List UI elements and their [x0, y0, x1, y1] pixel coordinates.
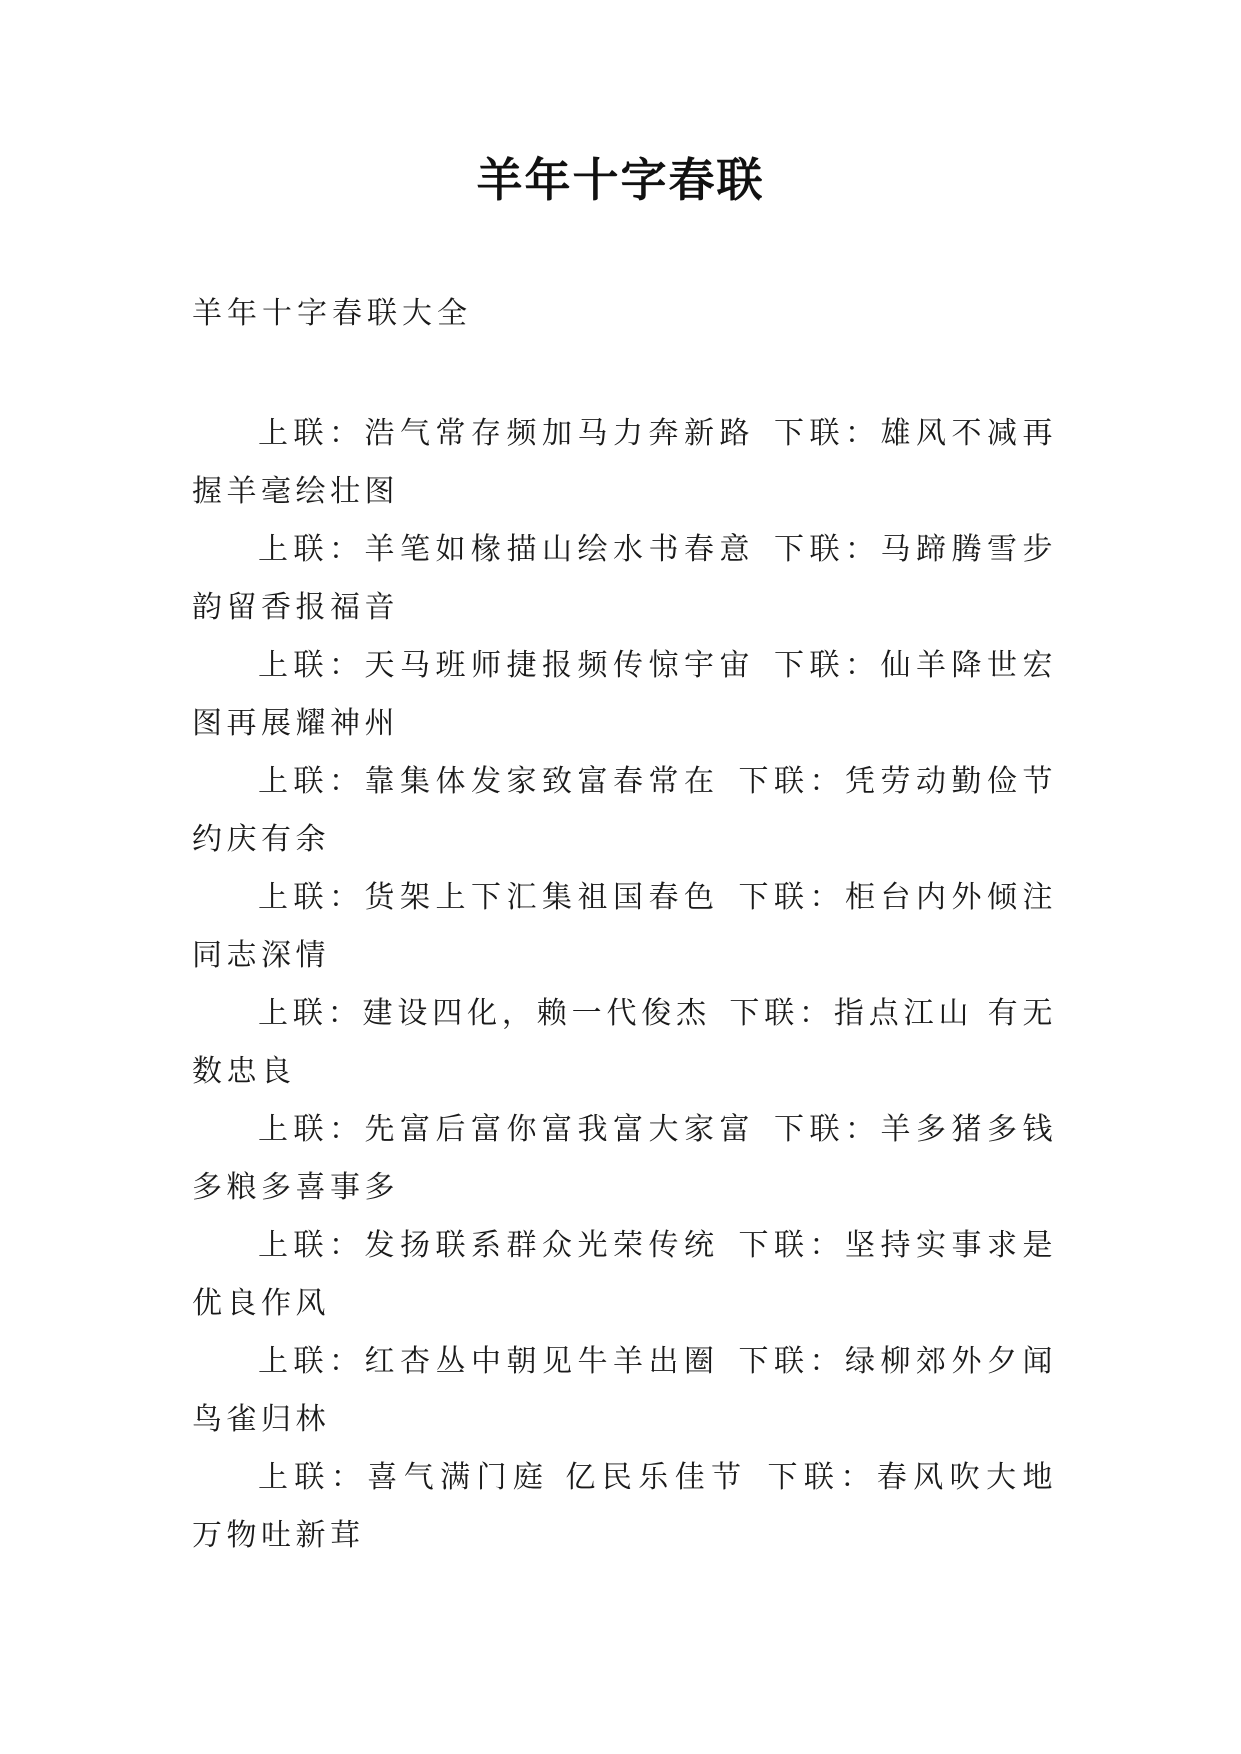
lower-line: 柜台内外倾注同志深情 [192, 880, 1057, 973]
lower-label: 下联： [729, 996, 834, 1031]
lower-label: 下联： [737, 1344, 845, 1379]
upper-label: 上联： [258, 1460, 368, 1495]
upper-label: 上联： [258, 1228, 365, 1263]
upper-label: 上联： [258, 764, 365, 799]
upper-line: 货架上下汇集祖国春色 [364, 880, 720, 915]
lower-line: 仙羊降世宏图再展耀神州 [192, 648, 1057, 741]
upper-label: 上联： [258, 532, 365, 567]
upper-label: 上联： [258, 648, 365, 683]
upper-line: 发扬联系群众光荣传统 [364, 1228, 720, 1263]
couplet-item [192, 869, 1057, 985]
couplet-item [192, 1101, 1057, 1217]
upper-line: 天马班师捷报频传惊宇宙 [364, 648, 755, 683]
upper-label: 上联： [258, 996, 363, 1031]
document-subtitle: 羊年十字春联大全 [192, 296, 472, 331]
lower-label: 下联： [737, 880, 845, 915]
upper-line: 喜气满门庭 亿民乐佳节 [367, 1460, 748, 1495]
lower-line: 坚持实事求是优良作风 [192, 1228, 1057, 1321]
lower-line: 指点江山 有无数忠良 [192, 996, 1058, 1089]
lower-label: 下联： [765, 1460, 877, 1495]
upper-label: 上联： [258, 880, 365, 915]
couplet-list [192, 405, 1057, 1565]
upper-label: 上联： [258, 1344, 365, 1379]
couplet-item [192, 985, 1057, 1101]
couplet-item [192, 1217, 1057, 1333]
lower-label: 下联： [737, 764, 845, 799]
lower-label: 下联： [773, 532, 881, 567]
lower-label: 下联： [773, 648, 881, 683]
couplet-item [192, 521, 1057, 637]
upper-line: 浩气常存频加马力奔新路 [364, 416, 755, 451]
lower-line: 羊多猪多钱多粮多喜事多 [192, 1112, 1057, 1205]
document-title: 羊年十字春联 [476, 153, 765, 207]
upper-line: 靠集体发家致富春常在 [364, 764, 720, 799]
upper-label: 上联： [258, 1112, 365, 1147]
couplet-item [192, 637, 1057, 753]
lower-line: 马蹄腾雪步韵留香报福音 [192, 532, 1057, 625]
upper-line: 建设四化，赖一代俊杰 [362, 996, 712, 1031]
lower-line: 雄风不减再握羊毫绘壮图 [192, 416, 1057, 509]
couplet-item [192, 1333, 1057, 1449]
lower-label: 下联： [737, 1228, 845, 1263]
lower-label: 下联： [773, 1112, 881, 1147]
couplet-item [192, 753, 1057, 869]
upper-line: 羊笔如椽描山绘水书春意 [364, 532, 755, 567]
couplet-item [192, 1449, 1057, 1565]
lower-label: 下联： [773, 416, 881, 451]
lower-line: 凭劳动勤俭节约庆有余 [192, 764, 1057, 857]
lower-line: 绿柳郊外夕闻鸟雀归林 [192, 1344, 1057, 1437]
upper-line: 红杏丛中朝见牛羊出圈 [364, 1344, 720, 1379]
upper-label: 上联： [258, 416, 365, 451]
couplet-item [192, 405, 1057, 521]
lower-line: 春风吹大地 万物吐新茸 [192, 1460, 1057, 1553]
upper-line: 先富后富你富我富大家富 [364, 1112, 755, 1147]
